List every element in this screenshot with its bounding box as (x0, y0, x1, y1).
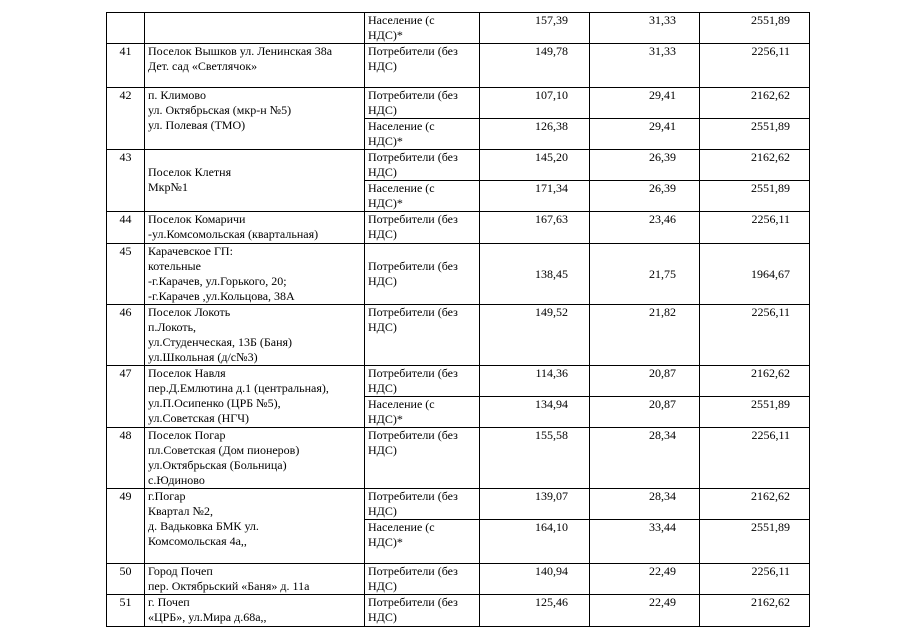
heat-value-cell (700, 595, 810, 627)
capacity-value: 21,75 (649, 266, 676, 281)
settlement-name-line: ул. Полевая (ТМО) (148, 118, 246, 132)
tariff-value: 125,46 (535, 595, 568, 609)
capacity-value: 20,87 (649, 397, 676, 411)
capacity-value: 29,41 (649, 119, 676, 133)
tariff-value: 157,39 (535, 13, 568, 27)
heat-value: 2256,11 (751, 564, 790, 578)
capacity-value-cell (590, 119, 700, 150)
settlement-name-line: котельные (148, 259, 201, 273)
tariff-value-cell (480, 212, 590, 244)
tariff-value-cell (480, 397, 590, 428)
tariff-value-cell (480, 13, 590, 44)
consumer-category-line: НДС) (368, 579, 397, 593)
settlement-name-line: ул. Октябрьская (мкр-н №5) (148, 103, 292, 117)
settlement-name-line: «ЦРБ», ул.Мира д.68а,, (148, 610, 267, 624)
consumer-category-line: НДС) (368, 103, 397, 117)
tariff-value: 134,94 (535, 397, 568, 411)
consumer-category-cell (365, 44, 480, 88)
tariff-value-cell (480, 150, 590, 181)
tariff-value: 107,10 (535, 88, 568, 102)
heat-value: 2551,89 (751, 119, 790, 133)
heat-value: 2162,62 (751, 489, 790, 503)
heat-value: 2551,89 (751, 397, 790, 411)
row-number: 44 (107, 212, 145, 244)
consumer-category-line: НДС) (368, 59, 397, 73)
tariff-value-cell (480, 520, 590, 564)
capacity-value: 33,44 (649, 520, 676, 534)
capacity-value-cell (590, 564, 700, 595)
consumer-category-line: НДС)* (368, 28, 403, 42)
row-number: 50 (107, 564, 145, 595)
consumer-category-line: НДС)* (368, 535, 403, 549)
settlement-name-line: Поселок Погар (148, 428, 226, 442)
heat-value-cell (700, 366, 810, 397)
row-number: 48 (107, 428, 145, 489)
table-row (107, 244, 810, 305)
settlement-name-line: г. Почеп (148, 595, 190, 609)
settlement-name-cell (145, 44, 365, 88)
settlement-name-cell (145, 366, 365, 428)
heat-value: 2162,62 (751, 595, 790, 609)
consumer-category-line: НДС) (368, 165, 397, 179)
settlement-name-line: ул.Студенческая, 13Б (Баня) (148, 335, 293, 349)
row-number: 41 (107, 44, 145, 88)
settlement-name-line: Поселок Локоть (148, 305, 231, 319)
capacity-value-cell (590, 181, 700, 212)
table-row (107, 595, 810, 627)
tariff-value: 149,78 (535, 44, 568, 58)
consumer-category-line: НДС) (368, 381, 397, 395)
tariff-value-cell (480, 119, 590, 150)
table-row (107, 13, 810, 44)
settlement-name-line: Мкр№1 (148, 180, 188, 194)
settlement-name-cell (145, 88, 365, 150)
heat-value: 2256,11 (751, 212, 790, 226)
settlement-name-line: п. Климово (148, 88, 207, 102)
consumer-category-line: НДС)* (368, 134, 403, 148)
row-number: 46 (107, 305, 145, 366)
settlement-name-line: -г.Карачев ,ул.Кольцова, 38А (148, 289, 295, 303)
tariff-value-cell (480, 595, 590, 627)
heat-value-cell (700, 119, 810, 150)
row-number: 45 (107, 244, 145, 305)
heat-value-cell (700, 520, 810, 564)
capacity-value-cell (590, 595, 700, 627)
settlement-name-line: ул.Школьная (д/с№3) (148, 350, 258, 364)
consumer-category-cell (365, 489, 480, 520)
consumer-category-line: НДС) (368, 227, 397, 241)
heat-value-cell (700, 181, 810, 212)
consumer-category-cell (365, 181, 480, 212)
consumer-category-line: Население (с (368, 520, 435, 534)
heat-value-cell (700, 305, 810, 366)
row-number: 51 (107, 595, 145, 627)
settlement-name-line: д. Вадьковка БМК ул. (148, 519, 259, 533)
capacity-value-cell (590, 366, 700, 397)
table-row (107, 428, 810, 489)
tariff-value-cell (480, 428, 590, 489)
settlement-name-cell (145, 564, 365, 595)
consumer-category-line: НДС) (368, 504, 397, 518)
consumer-category-cell (365, 564, 480, 595)
settlement-name-line: Поселок Клетня (148, 165, 232, 179)
settlement-name-line: Город Почеп (148, 564, 213, 578)
capacity-value-cell (590, 88, 700, 119)
settlement-name-cell (145, 150, 365, 212)
capacity-value: 28,34 (649, 428, 676, 442)
consumer-category-cell (365, 212, 480, 244)
tariff-value: 155,58 (535, 428, 568, 442)
consumer-category-line: Население (с (368, 13, 435, 27)
consumer-category-line: НДС)* (368, 412, 403, 426)
settlement-name-cell (145, 13, 365, 44)
settlement-name-line: пл.Советская (Дом пионеров) (148, 443, 300, 457)
consumer-category-line: Потребители (без (368, 366, 458, 380)
heat-value-cell (700, 564, 810, 595)
consumer-category-line: Потребители (без (368, 428, 458, 442)
consumer-category-cell (365, 305, 480, 366)
heat-value: 2551,89 (751, 181, 790, 195)
capacity-value-cell (590, 305, 700, 366)
capacity-value-cell (590, 489, 700, 520)
tariff-value-cell (480, 564, 590, 595)
consumer-category-line: Население (с (368, 119, 435, 133)
table-row (107, 150, 810, 181)
table-row (107, 88, 810, 119)
consumer-category-line: Потребители (без (368, 44, 458, 58)
tariff-value: 139,07 (535, 489, 568, 503)
tariff-value: 138,45 (535, 266, 568, 281)
row-number (107, 13, 145, 44)
table-row (107, 564, 810, 595)
consumer-category-line: НДС) (368, 320, 397, 334)
tariff-value: 145,20 (535, 150, 568, 164)
consumer-category-cell (365, 119, 480, 150)
tariff-value-cell (480, 181, 590, 212)
capacity-value-cell (590, 212, 700, 244)
consumer-category-cell (365, 397, 480, 428)
tariff-value: 126,38 (535, 119, 568, 133)
settlement-name-line: пер.Д.Емлютина д.1 (центральная), (148, 381, 329, 395)
consumer-category-cell (365, 244, 480, 305)
settlement-name-line: Комсомольская 4а,, (148, 534, 247, 548)
heat-value: 2551,89 (751, 520, 790, 534)
capacity-value: 29,41 (649, 88, 676, 102)
consumer-category-line: Потребители (без (368, 212, 458, 226)
table-row (107, 366, 810, 397)
settlement-name-line (148, 150, 364, 165)
capacity-value: 21,82 (649, 305, 676, 319)
heat-value-cell (700, 88, 810, 119)
settlement-name-cell (145, 212, 365, 244)
heat-value-cell (700, 397, 810, 428)
consumer-category-line: Потребители (без (368, 150, 458, 164)
settlement-name-line: с.Юдиново (148, 473, 205, 487)
settlement-name-line: пер. Октябрьский «Баня» д. 11а (148, 579, 310, 593)
heat-value: 2162,62 (751, 150, 790, 164)
consumer-category-cell (365, 150, 480, 181)
heat-value-cell (700, 44, 810, 88)
settlement-name-cell (145, 595, 365, 627)
consumer-category-cell (365, 428, 480, 489)
settlement-name-line: Карачевское ГП: (148, 244, 233, 258)
tariff-value: 167,63 (535, 212, 568, 226)
tariff-value-cell (480, 366, 590, 397)
table-row (107, 44, 810, 88)
table-row (107, 489, 810, 520)
settlement-name-line: -ул.Комсомольская (квартальная) (148, 227, 319, 241)
consumer-category-cell (365, 520, 480, 564)
row-number: 47 (107, 366, 145, 428)
row-number: 42 (107, 88, 145, 150)
capacity-value: 28,34 (649, 489, 676, 503)
heat-value-cell (700, 150, 810, 181)
settlement-name-line: Дет. сад «Светлячок» (148, 59, 258, 73)
capacity-value-cell (590, 44, 700, 88)
settlement-name-line: п.Локоть, (148, 320, 197, 334)
heat-value: 2162,62 (751, 366, 790, 380)
capacity-value: 23,46 (649, 212, 676, 226)
heat-value: 2256,11 (751, 305, 790, 319)
table-row (107, 212, 810, 244)
consumer-category-cell (365, 13, 480, 44)
tariff-value: 171,34 (535, 181, 568, 195)
heat-value-cell (700, 212, 810, 244)
heat-value-cell (700, 13, 810, 44)
settlement-name-line: Поселок Комаричи (148, 212, 246, 226)
heat-value-cell (700, 489, 810, 520)
settlement-name-cell (145, 244, 365, 305)
settlement-name-cell (145, 489, 365, 564)
tariff-value-cell (480, 88, 590, 119)
capacity-value-cell (590, 13, 700, 44)
consumer-category-line: НДС) (368, 443, 397, 457)
heat-value: 1964,67 (751, 266, 790, 281)
consumer-category-line: Потребители (без (368, 595, 458, 609)
capacity-value: 26,39 (649, 150, 676, 164)
tariff-table (106, 12, 810, 627)
consumer-category-line: Потребители (без (368, 259, 458, 273)
heat-value-cell (700, 428, 810, 489)
capacity-value: 31,33 (649, 13, 676, 27)
settlement-name-line: ул.П.Осипенко (ЦРБ №5), (148, 396, 281, 410)
settlement-name-cell (145, 428, 365, 489)
consumer-category-line: Потребители (без (368, 564, 458, 578)
consumer-category-line: Потребители (без (368, 305, 458, 319)
consumer-category-line: НДС) (368, 274, 397, 288)
tariff-value-cell (480, 305, 590, 366)
settlement-name-line: Квартал №2, (148, 504, 213, 518)
settlement-name-line: г.Погар (148, 489, 186, 503)
heat-value: 2551,89 (751, 13, 790, 27)
tariff-value-cell (480, 244, 590, 305)
consumer-category-line: Население (с (368, 397, 435, 411)
capacity-value-cell (590, 244, 700, 305)
capacity-value-cell (590, 520, 700, 564)
tariff-table-body (107, 13, 810, 627)
tariff-value: 140,94 (535, 564, 568, 578)
consumer-category-cell (365, 366, 480, 397)
table-row (107, 305, 810, 366)
tariff-value: 164,10 (535, 520, 568, 534)
heat-value: 2256,11 (751, 428, 790, 442)
tariff-value: 114,36 (535, 366, 568, 380)
settlement-name-line: ул.Советская (НГЧ) (148, 411, 249, 425)
heat-value: 2256,11 (751, 44, 790, 58)
consumer-category-cell (365, 88, 480, 119)
consumer-category-line: НДС)* (368, 196, 403, 210)
row-number: 43 (107, 150, 145, 212)
tariff-value: 149,52 (535, 305, 568, 319)
heat-value-cell (700, 244, 810, 305)
consumer-category-line: Потребители (без (368, 88, 458, 102)
settlement-name-line: Поселок Навля (148, 366, 226, 380)
settlement-name-line: ул.Октябрьская (Больница) (148, 458, 287, 472)
capacity-value-cell (590, 150, 700, 181)
tariff-value-cell (480, 489, 590, 520)
capacity-value: 26,39 (649, 181, 676, 195)
capacity-value: 31,33 (649, 44, 676, 58)
consumer-category-line: Потребители (без (368, 489, 458, 503)
capacity-value: 20,87 (649, 366, 676, 380)
capacity-value: 22,49 (649, 564, 676, 578)
settlement-name-line: -г.Карачев, ул.Горького, 20; (148, 274, 287, 288)
consumer-category-line: НДС) (368, 610, 397, 624)
capacity-value-cell (590, 428, 700, 489)
capacity-value-cell (590, 397, 700, 428)
capacity-value: 22,49 (649, 595, 676, 609)
consumer-category-cell (365, 595, 480, 627)
heat-value: 2162,62 (751, 88, 790, 102)
settlement-name-cell (145, 305, 365, 366)
consumer-category-line: Население (с (368, 181, 435, 195)
settlement-name-line: Поселок Вышков ул. Ленинская 38а (148, 44, 333, 58)
tariff-value-cell (480, 44, 590, 88)
row-number: 49 (107, 489, 145, 564)
